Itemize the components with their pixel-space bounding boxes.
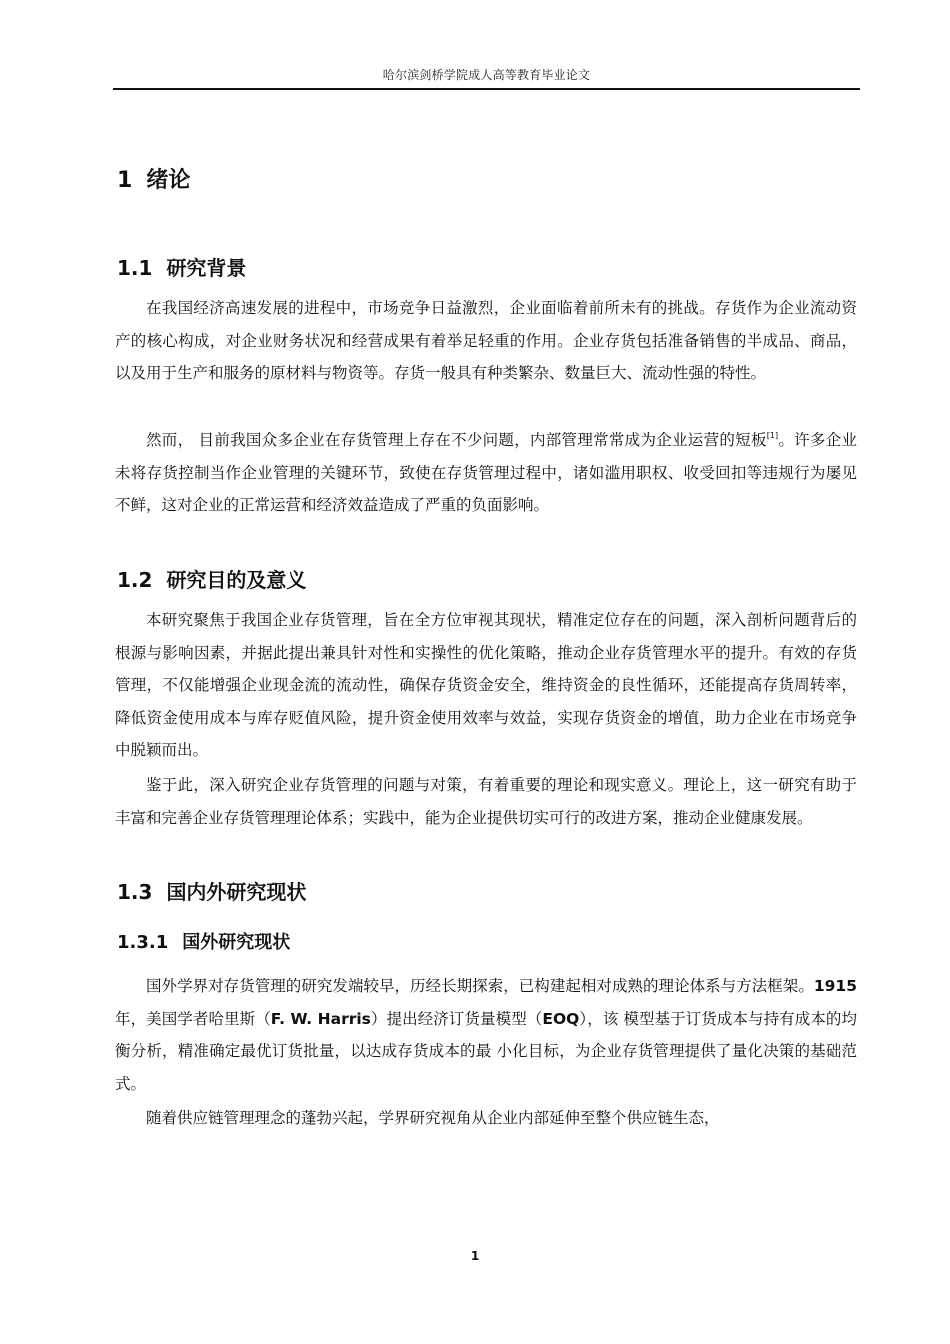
running-header: 哈尔滨剑桥学院成人高等教育毕业论文	[382, 68, 591, 82]
chapter-title: 绪论	[146, 168, 191, 193]
paragraph-text: ），该 模型基于订货成本与持有成本的均衡分析，精准确定最优订货批量，以达成存货成本的最 小化目标，为企业存货管理提供了量化决策的基础范式。	[115, 1009, 857, 1093]
paragraph-text: 。许多企业未将存货控制当作企业管理的关键环节，致使在存货管理过程中，诸如滥用职权、收受回扣等违规行为屡见不鲜，这对企业的正常运营和经济效益造成了严重的负面影响。	[115, 431, 857, 514]
model-abbreviation: EOQ	[542, 1009, 580, 1028]
header-divider	[113, 88, 860, 90]
section-title: 研究目的及意义	[166, 568, 307, 592]
section-title: 国内外研究现状	[166, 880, 307, 904]
year-text: 1915	[813, 977, 857, 995]
citation-ref: [1]	[766, 431, 779, 440]
section-title: 研究背景	[166, 256, 247, 280]
paragraph-text: 国外学界对存货管理的研究发端较早，历经长期探索，已构建起相对成熟的理论体系与方法框架。	[146, 977, 814, 995]
subsection-number: 1.3.1	[117, 932, 169, 953]
subsection-title: 国外研究现状	[182, 932, 291, 953]
person-name: F. W. Harris	[270, 1009, 371, 1028]
paragraph-foreign-research-2: 随着供应链管理理念的蓬勃兴起，学界研究视角从企业内部延伸至整个供应链生态，	[146, 1109, 720, 1127]
paragraph-text: ）提出经济订货量模型（	[370, 1009, 543, 1028]
subsection-heading-1-3-1	[117, 928, 290, 954]
section-number: 1.3	[117, 880, 153, 904]
section-number: 1.1	[117, 256, 153, 280]
section-heading-1-1	[117, 252, 246, 281]
page-number: 1	[470, 1249, 480, 1263]
paragraph-purpose-2: 鉴于此，深入研究企业存货管理的问题与对策，有着重要的理论和现实意义。理论上，这一研究有助于丰富和完善企业存货管理理论体系；实践中，能为企业提供切实可行的改进方案，推动企业健康发展。	[115, 776, 857, 827]
paragraph-foreign-research-1	[115, 970, 857, 1100]
section-number: 1.2	[117, 568, 153, 592]
paragraph-text: 年，美国学者哈里斯（	[115, 1009, 271, 1028]
section-heading-1-3	[117, 876, 306, 905]
chapter-number: 1	[117, 168, 133, 193]
chapter-heading	[117, 163, 190, 194]
paragraph-text: 然而， 目前我国众多企业在存货管理上存在不少问题，内部管理常常成为企业运营的短板	[146, 431, 767, 449]
paragraph-purpose-1: 本研究聚焦于我国企业存货管理，旨在全方位审视其现状，精准定位存在的问题，深入剖析问题背后的根源与影响因素，并据此提出兼具针对性和实操性的优化策略，推动企业存货管理水平的提升。有效的存货管理，不仅能增强企业现金流的流动性，确保存货资金安全，维持资金的良性循环，还能提高存货周转率，降低资金使用成本与库存贬值风险，提升资金使用效率与效益，实现存货资金的增值，助力企业在市场竞争中脱颖而出。	[115, 611, 857, 759]
paragraph-background-1: 在我国经济高速发展的进程中，市场竞争日益激烈，企业面临着前所未有的挑战。存货作为企业流动资产的核心构成，对企业财务状况和经营成果有着举足轻重的作用。企业存货包括准备销售的半成品、商品，以及用于生产和服务的原材料与物资等。存货一般具有种类繁杂、数量巨大、流动性强的特性。	[115, 299, 857, 382]
paragraph-background-2	[115, 424, 857, 522]
section-heading-1-2	[117, 564, 306, 593]
